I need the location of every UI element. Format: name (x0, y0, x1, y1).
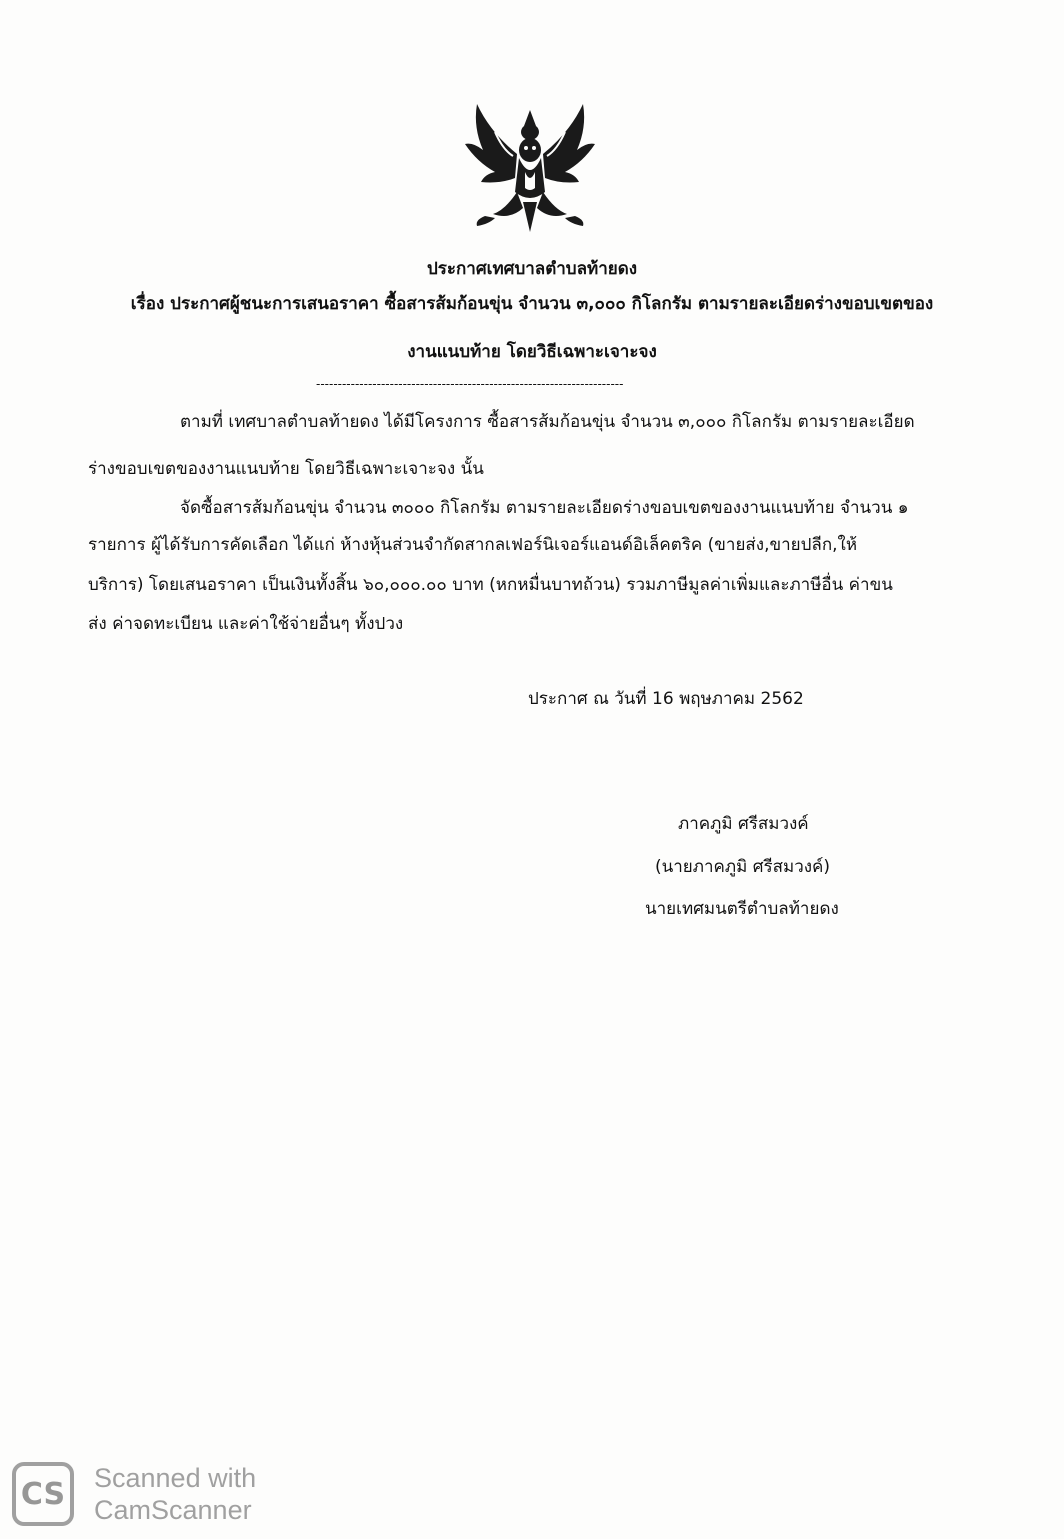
signer-full-name: (นายภาคภูมิ ศรีสมวงค์) (655, 857, 831, 877)
garuda-emblem-icon (455, 92, 605, 242)
document-title: ประกาศเทศบาลตำบลท้ายดง (426, 259, 638, 279)
paragraph-2-line-1: จัดซื้อสารส้มก้อนขุ่น จำนวน ๓๐๐๐ กิโลกรัม ตามรายละเอียดร่างขอบเขตของงานแนบท้าย จำนวน ๑ (180, 498, 909, 518)
subject-line-1: เรื่อง ประกาศผู้ชนะการเสนอราคา ซื้อสารส้มก้อนขุ่น จำนวน ๓,๐๐๐ กิโลกรัม ตามรายละเอียดร่างขอบเขตของ (130, 294, 934, 314)
camscanner-logo-icon: CS (12, 1462, 74, 1526)
signer-position: นายเทศมนตรีตำบลท้ายดง (645, 899, 839, 919)
paragraph-2-line-2: รายการ ผู้ได้รับการคัดเลือก ได้แก่ ห้างหุ้นส่วนจำกัดสากลเฟอร์นิเจอร์แอนด์อิเล็คตริค (ขายส่ง,ขายปลีก,ให้ (88, 535, 858, 555)
watermark-text (94, 1462, 256, 1526)
camscanner-watermark (12, 1462, 256, 1526)
paragraph-1-line-2: ร่างขอบเขตของงานแนบท้าย โดยวิธีเฉพาะเจาะจง นั้น (88, 459, 484, 479)
paragraph-1-line-1: ตามที่ เทศบาลตำบลท้ายดง ได้มีโครงการ ซื้อสารส้มก้อนขุ่น จำนวน ๓,๐๐๐ กิโลกรัม ตามรายละเอียด (180, 412, 915, 432)
subject-line-2: งานแนบท้าย โดยวิธีเฉพาะเจาะจง (407, 342, 657, 362)
watermark-line-2: CamScanner (94, 1495, 252, 1525)
announcement-date: ประกาศ ณ วันที่ 16 พฤษภาคม 2562 (528, 689, 804, 709)
watermark-line-1: Scanned with (94, 1463, 257, 1493)
signature-name: ภาคภูมิ ศรีสมวงค์ (678, 814, 809, 834)
paragraph-2-line-3: บริการ) โดยเสนอราคา เป็นเงินทั้งสิ้น ๖๐,๐๐๐.๐๐ บาท (หกหมื่นบาทถ้วน) รวมภาษีมูลค่าเพิ่มและภาษีอื่น ค่าขน (88, 575, 893, 595)
paragraph-2-line-4: ส่ง ค่าจดทะเบียน และค่าใช้จ่ายอื่นๆ ทั้งปวง (88, 614, 404, 634)
divider-line: ----------------------------------------------------------------------- (316, 377, 624, 391)
